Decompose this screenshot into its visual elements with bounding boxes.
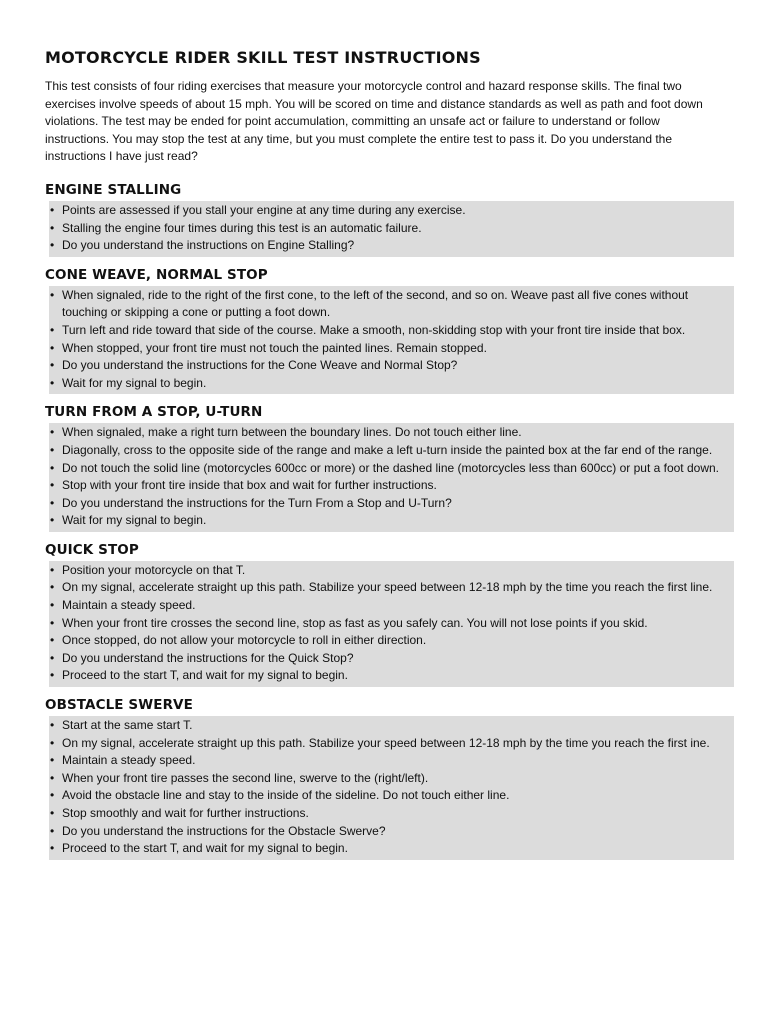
bullet-icon: • [50,806,55,820]
list-item [49,237,728,255]
list-item-text: On my signal, accelerate straight up this path. Stabilize your speed between 12-18 mph by the time you reach the first ine. [62,735,710,750]
list-item [49,442,728,460]
list-item [49,322,728,340]
list-item-text: Proceed to the start T, and wait for my signal to begin. [62,668,348,683]
bullet-icon: • [50,460,55,475]
list-item-text: Do not touch the solid line (motorcycles 600cc or more) or the dashed line (motorcycles less than 600cc) or put a foot down. [62,460,719,475]
list-item [49,840,728,858]
list-item-text: Points are assessed if you stall your engine at any time during any exercise. [62,202,466,217]
bullet-icon: • [50,478,55,493]
list-item [49,752,728,770]
bullet-icon: • [50,598,55,613]
list-item-text: When signaled, make a right turn between the boundary lines. Do not touch either line. [62,425,522,440]
list-item [49,562,728,580]
bullet-list [49,286,734,395]
list-item-text: Wait for my signal to begin. [62,513,207,528]
list-item-text: Start at the same start T. [62,718,193,733]
list-item-text: Do you understand the instructions on Engine Stalling? [62,238,355,253]
list-item-text: When signaled, ride to the right of the first cone, to the left of the second, and so on. Weave past all five cones without touching or skipping a cone or putting a foot down. [62,287,689,320]
bullet-icon: • [50,633,55,648]
bullet-icon: • [50,202,55,217]
list-item-text: Diagonally, cross to the opposite side of the range and make a left u-turn inside the painted box at the far end of the range. [62,442,713,457]
bullet-icon: • [50,841,55,856]
list-item [49,770,728,788]
section-turn-from-a-stop-u-turn [45,402,725,532]
section-heading: TURN FROM A STOP, U-TURN [45,404,263,421]
list-item-text: When your front tire crosses the second line, stop as fast as you safely can. You will not lose points if you skid. [62,615,648,630]
list-item [49,597,728,615]
list-item [49,202,728,220]
section-obstacle-swerve [45,695,725,860]
list-item [49,460,728,478]
list-item-text: Stop smoothly and wait for further instructions. [62,806,309,820]
bullet-list [49,423,734,532]
bullet-icon: • [50,668,55,683]
bullet-icon: • [50,238,55,253]
list-item [49,220,728,238]
list-item-text: Proceed to the start T, and wait for my signal to begin. [62,841,348,856]
bullet-icon: • [50,340,55,355]
list-item [49,717,728,735]
list-item [49,615,728,633]
document-page [45,48,725,868]
list-item [49,424,728,442]
list-item-text: When your front tire passes the second line, swerve to the (right/left). [62,770,429,785]
bullet-icon: • [50,753,55,768]
bullet-icon: • [50,580,55,595]
page-title: MOTORCYCLE RIDER SKILL TEST INSTRUCTIONS [45,48,481,67]
bullet-icon: • [50,823,55,838]
list-item-text: Maintain a steady speed. [62,598,196,613]
section-engine-stalling [45,180,725,257]
list-item-text: Once stopped, do not allow your motorcycle to roll in either direction. [62,633,427,648]
list-item-text: Do you understand the instructions for the Quick Stop? [62,650,354,665]
list-item-text: On my signal, accelerate straight up this path. Stabilize your speed between 12-18 mph by the time you reach the first line. [62,580,713,595]
list-item-text: Avoid the obstacle line and stay to the inside of the sideline. Do not touch either line. [62,788,510,803]
list-item [49,287,728,322]
bullet-icon: • [50,495,55,510]
list-item [49,667,728,685]
section-cone-weave-normal-stop [45,265,725,395]
bullet-icon: • [50,735,55,750]
list-item [49,477,728,495]
list-item [49,787,728,805]
bullet-icon: • [50,442,55,457]
bullet-icon: • [50,287,55,302]
bullet-icon: • [50,562,55,577]
bullet-icon: • [50,322,55,337]
list-item-text: Do you understand the instructions for the Obstacle Swerve? [62,823,386,838]
bullet-icon: • [50,375,55,390]
bullet-icon: • [50,650,55,665]
list-item [49,650,728,668]
list-item [49,357,728,375]
bullet-icon: • [50,770,55,785]
bullet-list [49,201,734,257]
bullet-list [49,561,734,687]
list-item [49,823,728,841]
bullet-icon: • [50,718,55,733]
bullet-icon: • [50,358,55,373]
list-item [49,735,728,753]
bullet-icon: • [50,788,55,803]
intro-paragraph: This test consists of four riding exercises that measure your motorcycle control and hazard response skills. The final two exercises involve speeds of about 15 mph. You will be scored on time and distance standards as well as path and foot down violations. The test may be ended for point accumulation, committing an unsafe act or failure to understand or follow instructions. You may stop the test at any time, but you must complete the entire test to pass it. Do you understand the instructions I have just read? [45,79,703,164]
bullet-icon: • [50,220,55,235]
list-item-text: Turn left and ride toward that side of the course. Make a smooth, non-skidding stop with your front tire inside that box. [62,322,686,337]
list-item [49,512,728,530]
list-item [49,632,728,650]
section-heading: CONE WEAVE, NORMAL STOP [45,266,268,283]
list-item-text: Stop with your front tire inside that box and wait for further instructions. [62,478,437,493]
list-item [49,579,728,597]
sections-container [45,180,725,860]
list-item-text: When stopped, your front tire must not touch the painted lines. Remain stopped. [62,340,487,355]
list-item-text: Do you understand the instructions for the Turn From a Stop and U-Turn? [62,495,452,510]
list-item [49,375,728,393]
list-item-text: Stalling the engine four times during this test is an automatic failure. [62,220,422,235]
list-item-text: Position your motorcycle on that T. [62,562,246,577]
bullet-icon: • [50,513,55,528]
list-item [49,495,728,513]
list-item-text: Wait for my signal to begin. [62,375,207,390]
bullet-list [49,716,734,860]
list-item [49,340,728,358]
list-item-text: Maintain a steady speed. [62,753,196,768]
bullet-icon: • [50,425,55,440]
list-item-text: Do you understand the instructions for the Cone Weave and Normal Stop? [62,358,458,373]
section-heading: ENGINE STALLING [45,181,182,198]
list-item [49,805,728,823]
section-heading: OBSTACLE SWERVE [45,697,193,714]
section-heading: QUICK STOP [45,541,139,558]
section-quick-stop [45,540,725,687]
bullet-icon: • [50,615,55,630]
